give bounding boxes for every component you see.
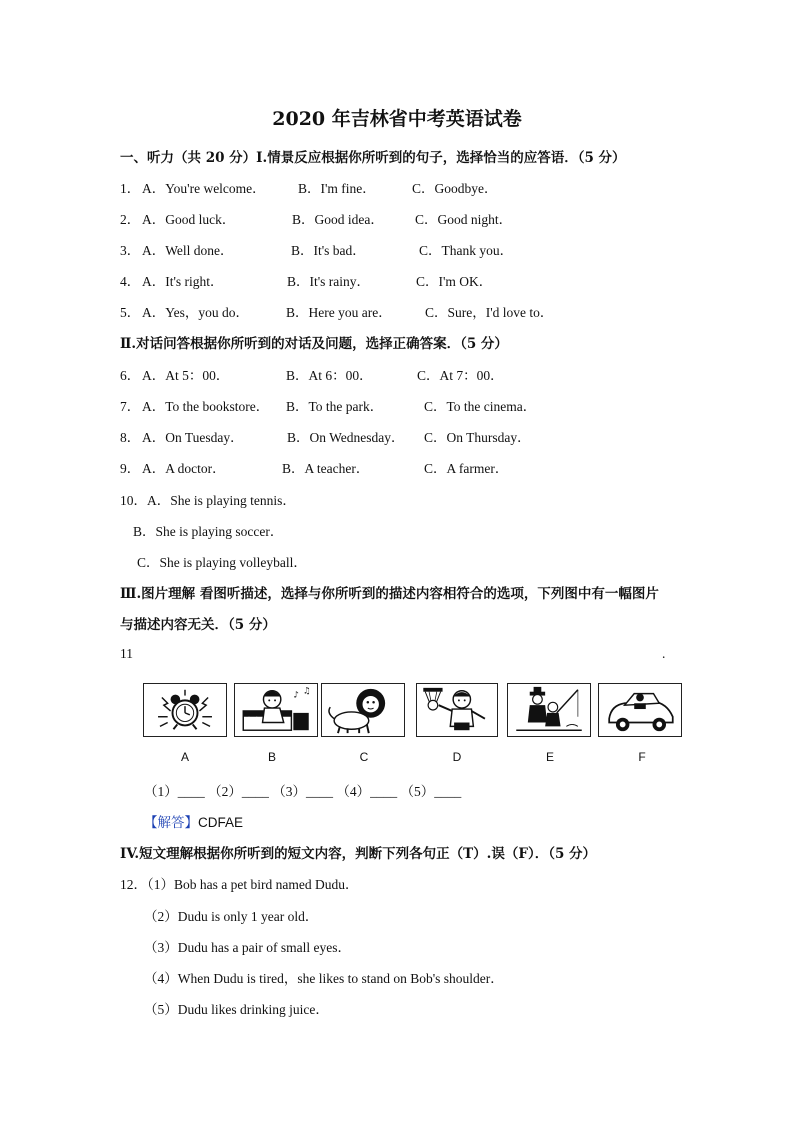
question-10-option-c: C．She is playing volleyball． xyxy=(137,555,307,570)
boy-playing-basketball-icon xyxy=(417,684,497,736)
option-a: A．On Tuesday． xyxy=(142,430,244,445)
option-a: A．It's right． xyxy=(142,274,224,289)
question-number: 3． xyxy=(120,243,141,258)
question-5 xyxy=(120,301,680,321)
section-2-heading: Ⅱ.对话问答根据你所听到的对话及问题，选择正确答案．（5 分） xyxy=(120,336,508,352)
alarm-clock-icon xyxy=(144,684,226,736)
section-3-heading-line2: 与描述内容无关．（5 分） xyxy=(120,617,276,633)
question-number: 2． xyxy=(120,212,141,227)
option-b: B．Here you are． xyxy=(286,305,392,320)
picture-label-f: F xyxy=(638,750,646,764)
option-c: C．I'm OK． xyxy=(416,274,493,289)
option-a: A．You're welcome． xyxy=(142,181,266,196)
question-number: 4． xyxy=(120,274,141,289)
question-number: 1． xyxy=(120,181,141,196)
option-c: C．Goodbye． xyxy=(412,181,498,196)
boy-playing-piano-icon xyxy=(235,684,317,736)
question-2 xyxy=(120,208,680,228)
statement-1: 12．（1）Bob has a pet bird named Dudu． xyxy=(120,877,359,892)
option-c: C．Good night． xyxy=(415,212,513,227)
statement-5: （5）Dudu likes drinking juice． xyxy=(144,1002,329,1017)
picture-label-d: D xyxy=(452,750,462,764)
option-c: C．On Thursday． xyxy=(424,430,531,445)
option-a: A．Good luck． xyxy=(142,212,236,227)
picture-d xyxy=(416,683,498,737)
option-b: B．A teacher． xyxy=(282,461,370,476)
question-4 xyxy=(120,270,680,290)
question-9 xyxy=(120,457,680,477)
picture-label-e: E xyxy=(545,750,554,764)
svg-text:♪: ♪ xyxy=(293,690,299,701)
option-b: B．I'm fine． xyxy=(298,181,376,196)
svg-text:♫: ♫ xyxy=(302,686,311,697)
question-10-option-b: B．She is playing soccer． xyxy=(133,524,284,539)
section-1-heading: 一、听力（共 20 分）I.情景反应根据你所听到的句子，选择恰当的应答语．（5 分） xyxy=(120,150,626,166)
question-number: 7． xyxy=(120,399,141,414)
fishing-people-icon xyxy=(508,684,590,736)
picture-b xyxy=(234,683,318,737)
picture-f xyxy=(598,683,682,737)
question-6 xyxy=(120,364,680,384)
statement-2: （2）Dudu is only 1 year old． xyxy=(144,909,319,924)
lion-icon xyxy=(322,684,404,736)
picture-label-b: B xyxy=(267,750,276,764)
section-4-heading: IV.短文理解根据你所听到的短文内容，判断下列各句正（T）.误（F）．（5 分） xyxy=(120,846,597,862)
option-c: C．Sure，I'd love to． xyxy=(425,305,554,320)
option-a: A．At 5：00． xyxy=(142,368,230,383)
answer-block xyxy=(144,811,243,831)
question-number: 8． xyxy=(120,430,141,445)
picture-label-c: C xyxy=(359,750,369,764)
question-number: 5． xyxy=(120,305,141,320)
page-title: 2020 年吉林省中考英语试卷 xyxy=(272,108,522,130)
option-c: C．A farmer． xyxy=(424,461,509,476)
question-11-number: 11 xyxy=(120,646,133,661)
answer-blanks: （1）____ （2）____ （3）____ （4）____ （5）____ xyxy=(144,784,462,799)
car-driver-icon xyxy=(599,684,681,736)
question-8 xyxy=(120,426,680,446)
option-b: B．It's rainy． xyxy=(287,274,371,289)
question-1 xyxy=(120,177,680,197)
option-b: B．On Wednesday． xyxy=(287,430,405,445)
statement-3: （3）Dudu has a pair of small eyes． xyxy=(144,940,351,955)
option-a: A．Well done． xyxy=(142,243,234,258)
option-a: A．To the bookstore． xyxy=(142,399,270,414)
option-a: A．Yes，you do． xyxy=(142,305,250,320)
picture-label-a: A xyxy=(180,750,189,764)
option-b: B．To the park． xyxy=(286,399,384,414)
option-b: B．It's bad． xyxy=(291,243,366,258)
statement-4: （4）When Dudu is tired，she likes to stand on Bob's shoulder． xyxy=(144,971,504,986)
answer-tag: 【解答】 xyxy=(144,815,198,831)
picture-c xyxy=(321,683,405,737)
question-7 xyxy=(120,395,680,415)
answer-text: CDFAE xyxy=(198,815,244,830)
option-c: C．Thank you． xyxy=(419,243,514,258)
section-3-heading-line1: Ⅲ.图片理解 看图听描述，选择与你所听到的描述内容相符合的选项，下列图中有一幅图片 xyxy=(120,586,659,602)
option-a: A．A doctor． xyxy=(142,461,226,476)
option-c: C．To the cinema． xyxy=(424,399,537,414)
question-number: 6． xyxy=(120,368,141,383)
question-number: 9． xyxy=(120,461,141,476)
question-10-option-a: 10．A．She is playing tennis． xyxy=(120,493,296,508)
picture-a xyxy=(143,683,227,737)
option-c: C．At 7：00． xyxy=(417,368,504,383)
question-3 xyxy=(120,239,680,259)
option-b: B．Good idea． xyxy=(292,212,384,227)
question-11-dot: . xyxy=(662,646,666,661)
picture-e xyxy=(507,683,591,737)
option-b: B．At 6：00． xyxy=(286,368,373,383)
